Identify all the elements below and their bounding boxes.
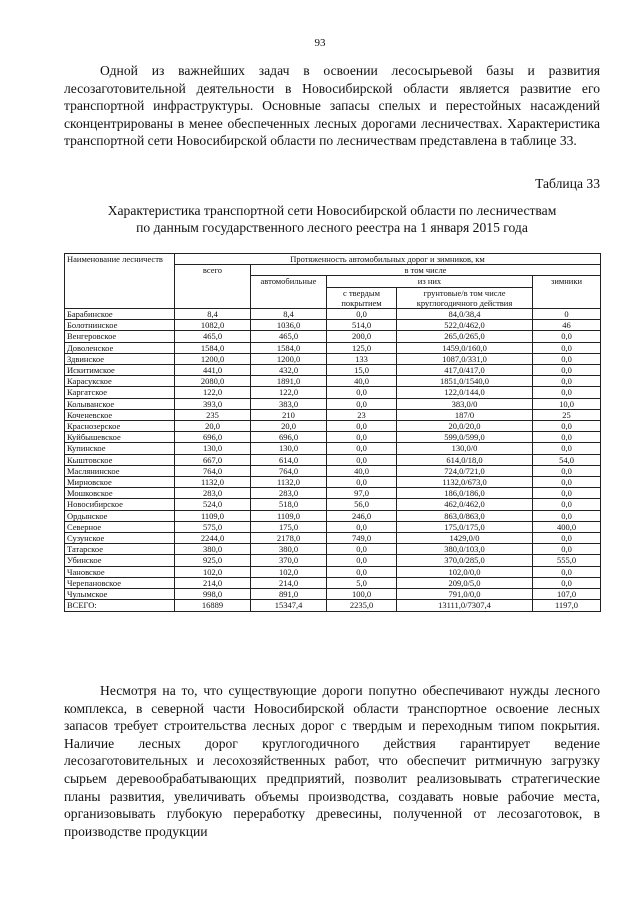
cell-ground: 175,0/175,0 bbox=[397, 521, 533, 532]
cell-hard: 15,0 bbox=[327, 365, 397, 376]
table-body bbox=[65, 309, 601, 611]
table-row bbox=[65, 376, 601, 387]
cell-winter: 0,0 bbox=[533, 342, 601, 353]
table-row bbox=[65, 443, 601, 454]
cell-auto: 1109,0 bbox=[251, 510, 327, 521]
cell-auto: 891,0 bbox=[251, 589, 327, 600]
cell-winter: 0,0 bbox=[533, 331, 601, 342]
cell-total: 2244,0 bbox=[175, 533, 251, 544]
cell-winter: 0,0 bbox=[533, 465, 601, 476]
table-row bbox=[65, 566, 601, 577]
cell-total: 20,0 bbox=[175, 421, 251, 432]
cell-hard: 0,0 bbox=[327, 309, 397, 320]
cell-hard: 0,0 bbox=[327, 432, 397, 443]
table-row bbox=[65, 465, 601, 476]
table-row bbox=[65, 398, 601, 409]
cell-name: Здвинское bbox=[65, 353, 175, 364]
cell-total: 8,4 bbox=[175, 309, 251, 320]
cell-total: 1109,0 bbox=[175, 510, 251, 521]
cell-ground: 186,0/186,0 bbox=[397, 488, 533, 499]
cell-auto: 1200,0 bbox=[251, 353, 327, 364]
table-caption bbox=[64, 202, 600, 236]
cell-ground: 1087,0/331,0 bbox=[397, 353, 533, 364]
cell-auto: 432,0 bbox=[251, 365, 327, 376]
cell-total: 764,0 bbox=[175, 465, 251, 476]
cell-total: 575,0 bbox=[175, 521, 251, 532]
cell-name: Краснозерское bbox=[65, 421, 175, 432]
cell-total: 102,0 bbox=[175, 566, 251, 577]
cell-winter: 1197,0 bbox=[533, 600, 601, 611]
table-row bbox=[65, 510, 601, 521]
header-total: всего bbox=[175, 265, 251, 309]
cell-name: Карасукское bbox=[65, 376, 175, 387]
cell-hard: 0,0 bbox=[327, 454, 397, 465]
header-including: в том числе bbox=[251, 265, 601, 276]
cell-ground: 380,0/103,0 bbox=[397, 544, 533, 555]
cell-ground: 102,0/0,0 bbox=[397, 566, 533, 577]
cell-name: Ордынское bbox=[65, 510, 175, 521]
table-row bbox=[65, 600, 601, 611]
cell-auto: 383,0 bbox=[251, 398, 327, 409]
cell-hard: 749,0 bbox=[327, 533, 397, 544]
cell-name: Мирновское bbox=[65, 477, 175, 488]
cell-name: ВСЕГО: bbox=[65, 600, 175, 611]
table-row bbox=[65, 533, 601, 544]
cell-auto: 214,0 bbox=[251, 577, 327, 588]
cell-winter: 107,0 bbox=[533, 589, 601, 600]
cell-total: 998,0 bbox=[175, 589, 251, 600]
header-winter-roads: зимники bbox=[533, 276, 601, 309]
table-row bbox=[65, 421, 601, 432]
cell-winter: 0 bbox=[533, 309, 601, 320]
cell-name: Черепановское bbox=[65, 577, 175, 588]
cell-total: 122,0 bbox=[175, 387, 251, 398]
cell-winter: 0,0 bbox=[533, 421, 601, 432]
cell-winter: 400,0 bbox=[533, 521, 601, 532]
cell-total: 283,0 bbox=[175, 488, 251, 499]
cell-name: Кыштовское bbox=[65, 454, 175, 465]
table-row bbox=[65, 477, 601, 488]
table-row bbox=[65, 365, 601, 376]
cell-hard: 0,0 bbox=[327, 566, 397, 577]
cell-winter: 0,0 bbox=[533, 353, 601, 364]
cell-auto: 8,4 bbox=[251, 309, 327, 320]
table-row bbox=[65, 409, 601, 420]
cell-winter: 0,0 bbox=[533, 432, 601, 443]
table-row bbox=[65, 320, 601, 331]
cell-auto: 1132,0 bbox=[251, 477, 327, 488]
table-row bbox=[65, 499, 601, 510]
cell-winter: 54,0 bbox=[533, 454, 601, 465]
cell-name: Каргатское bbox=[65, 387, 175, 398]
cell-auto: 175,0 bbox=[251, 521, 327, 532]
cell-ground: 130,0/0 bbox=[397, 443, 533, 454]
table-row bbox=[65, 488, 601, 499]
cell-auto: 370,0 bbox=[251, 555, 327, 566]
cell-name: Маслянинское bbox=[65, 465, 175, 476]
cell-name: Венгеровское bbox=[65, 331, 175, 342]
cell-auto: 518,0 bbox=[251, 499, 327, 510]
cell-hard: 0,0 bbox=[327, 521, 397, 532]
cell-ground: 1459,0/160,0 bbox=[397, 342, 533, 353]
cell-winter: 46 bbox=[533, 320, 601, 331]
cell-auto: 380,0 bbox=[251, 544, 327, 555]
cell-auto: 210 bbox=[251, 409, 327, 420]
table-row bbox=[65, 342, 601, 353]
cell-auto: 1584,0 bbox=[251, 342, 327, 353]
cell-ground: 187/0 bbox=[397, 409, 533, 420]
cell-ground: 417,0/417,0 bbox=[397, 365, 533, 376]
table-caption-line1: Характеристика транспортной сети Новосибирской области по лесничествам bbox=[107, 203, 557, 218]
cell-total: 1132,0 bbox=[175, 477, 251, 488]
cell-winter: 0,0 bbox=[533, 499, 601, 510]
closing-paragraph: Несмотря на то, что существующие дороги попутно обеспечивают нужды лесного комплекса, в северной части Новосибирской области транспортное освоение лесных запасов требует строительства лесных дорог с твердым и переходным типом покрытия. Наличие лесных дорог круглогодичного действия гарантирует ведение лесозаготовительных и лесохозяйственных работ, что обеспечит ритмичную загрузку сырьем деревообрабатывающих предприятий, позволит реализовывать стратегические планы развития, увеличивать объемы производства, создавать новые рабочие места, организовывать глубокую переработку древесины, полученной от лесозаготовок, в производстве продукции bbox=[64, 683, 600, 839]
cell-auto: 20,0 bbox=[251, 421, 327, 432]
cell-ground: 209,0/5,0 bbox=[397, 577, 533, 588]
table-row bbox=[65, 454, 601, 465]
cell-winter: 10,0 bbox=[533, 398, 601, 409]
header-hard-surface: с твердым покрытием bbox=[327, 287, 397, 308]
cell-hard: 0,0 bbox=[327, 387, 397, 398]
cell-auto: 102,0 bbox=[251, 566, 327, 577]
cell-hard: 200,0 bbox=[327, 331, 397, 342]
cell-name: Новосибирское bbox=[65, 499, 175, 510]
cell-total: 16889 bbox=[175, 600, 251, 611]
cell-winter: 0,0 bbox=[533, 510, 601, 521]
table-row bbox=[65, 555, 601, 566]
cell-total: 130,0 bbox=[175, 443, 251, 454]
table-row bbox=[65, 432, 601, 443]
cell-name: Сузунское bbox=[65, 533, 175, 544]
cell-winter: 25 bbox=[533, 409, 601, 420]
table-row bbox=[65, 353, 601, 364]
cell-hard: 2235,0 bbox=[327, 600, 397, 611]
cell-name: Чановское bbox=[65, 566, 175, 577]
cell-auto: 1891,0 bbox=[251, 376, 327, 387]
cell-hard: 0,0 bbox=[327, 477, 397, 488]
cell-hard: 0,0 bbox=[327, 555, 397, 566]
cell-ground: 614,0/18,0 bbox=[397, 454, 533, 465]
cell-ground: 383,0/0 bbox=[397, 398, 533, 409]
cell-name: Убинское bbox=[65, 555, 175, 566]
cell-winter: 0,0 bbox=[533, 376, 601, 387]
cell-auto: 465,0 bbox=[251, 331, 327, 342]
cell-name: Колыванское bbox=[65, 398, 175, 409]
cell-total: 524,0 bbox=[175, 499, 251, 510]
cell-name: Мошковское bbox=[65, 488, 175, 499]
cell-name: Северное bbox=[65, 521, 175, 532]
cell-name: Куйбышевское bbox=[65, 432, 175, 443]
cell-name: Татарское bbox=[65, 544, 175, 555]
cell-name: Доволенское bbox=[65, 342, 175, 353]
cell-hard: 133 bbox=[327, 353, 397, 364]
cell-ground: 370,0/285,0 bbox=[397, 555, 533, 566]
cell-name: Купинское bbox=[65, 443, 175, 454]
cell-winter: 0,0 bbox=[533, 488, 601, 499]
cell-auto: 764,0 bbox=[251, 465, 327, 476]
cell-winter: 0,0 bbox=[533, 544, 601, 555]
header-forestry-name: Наименование лесничеств bbox=[65, 254, 175, 309]
cell-total: 214,0 bbox=[175, 577, 251, 588]
cell-total: 1082,0 bbox=[175, 320, 251, 331]
cell-total: 235 bbox=[175, 409, 251, 420]
cell-hard: 40,0 bbox=[327, 376, 397, 387]
cell-name: Барабинское bbox=[65, 309, 175, 320]
cell-hard: 23 bbox=[327, 409, 397, 420]
cell-ground: 1132,0/673,0 bbox=[397, 477, 533, 488]
cell-ground: 724,0/721,0 bbox=[397, 465, 533, 476]
table-row bbox=[65, 387, 601, 398]
cell-total: 441,0 bbox=[175, 365, 251, 376]
cell-auto: 15347,4 bbox=[251, 600, 327, 611]
cell-hard: 0,0 bbox=[327, 443, 397, 454]
header-road-length: Протяженность автомобильных дорог и зимников, км bbox=[175, 254, 601, 265]
cell-hard: 514,0 bbox=[327, 320, 397, 331]
cell-total: 465,0 bbox=[175, 331, 251, 342]
intro-paragraph: Одной из важнейших задач в освоении лесосырьевой базы и развития лесозаготовительной деятельности в Новосибирской области является развитие его транспортной инфраструктуры. Основные запасы спелых и перестойных насаждений сконцентрированы в менее обеспеченных лесных дорогами лесничествах. Характеристика транспортной сети Новосибирской области по лесничествам представлена в таблице 33. bbox=[64, 63, 600, 149]
cell-ground: 1429,0/0 bbox=[397, 533, 533, 544]
table-row bbox=[65, 331, 601, 342]
table-row bbox=[65, 309, 601, 320]
cell-name: Чулымское bbox=[65, 589, 175, 600]
cell-auto: 122,0 bbox=[251, 387, 327, 398]
cell-winter: 0,0 bbox=[533, 387, 601, 398]
cell-ground: 122,0/144,0 bbox=[397, 387, 533, 398]
header-ground-roads: грунтовые/в том числе круглогодичного действия bbox=[397, 287, 533, 308]
cell-hard: 97,0 bbox=[327, 488, 397, 499]
header-of-them: из них bbox=[327, 276, 533, 287]
cell-hard: 125,0 bbox=[327, 342, 397, 353]
cell-name: Болотнинское bbox=[65, 320, 175, 331]
cell-auto: 2178,0 bbox=[251, 533, 327, 544]
cell-total: 380,0 bbox=[175, 544, 251, 555]
cell-auto: 696,0 bbox=[251, 432, 327, 443]
cell-auto: 283,0 bbox=[251, 488, 327, 499]
cell-name: Искитимское bbox=[65, 365, 175, 376]
cell-auto: 130,0 bbox=[251, 443, 327, 454]
forestry-transport-table bbox=[64, 253, 601, 612]
cell-winter: 0,0 bbox=[533, 443, 601, 454]
cell-ground: 20,0/20,0 bbox=[397, 421, 533, 432]
cell-hard: 0,0 bbox=[327, 544, 397, 555]
cell-total: 925,0 bbox=[175, 555, 251, 566]
cell-winter: 555,0 bbox=[533, 555, 601, 566]
cell-winter: 0,0 bbox=[533, 477, 601, 488]
cell-total: 1200,0 bbox=[175, 353, 251, 364]
table-row bbox=[65, 521, 601, 532]
cell-hard: 0,0 bbox=[327, 398, 397, 409]
cell-name: Коченевское bbox=[65, 409, 175, 420]
cell-ground: 522,0/462,0 bbox=[397, 320, 533, 331]
cell-auto: 1036,0 bbox=[251, 320, 327, 331]
cell-winter: 0,0 bbox=[533, 577, 601, 588]
cell-ground: 791,0/0,0 bbox=[397, 589, 533, 600]
cell-total: 696,0 bbox=[175, 432, 251, 443]
cell-ground: 1851,0/1540,0 bbox=[397, 376, 533, 387]
table-row bbox=[65, 589, 601, 600]
cell-winter: 0,0 bbox=[533, 365, 601, 376]
cell-ground: 462,0/462,0 bbox=[397, 499, 533, 510]
cell-ground: 13111,0/7307,4 bbox=[397, 600, 533, 611]
cell-ground: 84,0/38,4 bbox=[397, 309, 533, 320]
cell-winter: 0,0 bbox=[533, 533, 601, 544]
cell-total: 393,0 bbox=[175, 398, 251, 409]
table-row bbox=[65, 544, 601, 555]
cell-ground: 863,0/863,0 bbox=[397, 510, 533, 521]
cell-ground: 265,0/265,0 bbox=[397, 331, 533, 342]
table-caption-line2: по данным государственного лесного реестра на 1 января 2015 года bbox=[136, 220, 528, 235]
table-row bbox=[65, 577, 601, 588]
cell-hard: 5,0 bbox=[327, 577, 397, 588]
cell-hard: 56,0 bbox=[327, 499, 397, 510]
cell-hard: 246,0 bbox=[327, 510, 397, 521]
table-label: Таблица 33 bbox=[535, 176, 600, 191]
cell-ground: 599,0/599,0 bbox=[397, 432, 533, 443]
page-number: 93 bbox=[314, 37, 326, 49]
cell-hard: 0,0 bbox=[327, 421, 397, 432]
cell-hard: 40,0 bbox=[327, 465, 397, 476]
cell-winter: 0,0 bbox=[533, 566, 601, 577]
cell-total: 667,0 bbox=[175, 454, 251, 465]
cell-hard: 100,0 bbox=[327, 589, 397, 600]
cell-total: 1584,0 bbox=[175, 342, 251, 353]
cell-total: 2080,0 bbox=[175, 376, 251, 387]
cell-auto: 614,0 bbox=[251, 454, 327, 465]
header-auto-roads: автомобильные bbox=[251, 276, 327, 309]
